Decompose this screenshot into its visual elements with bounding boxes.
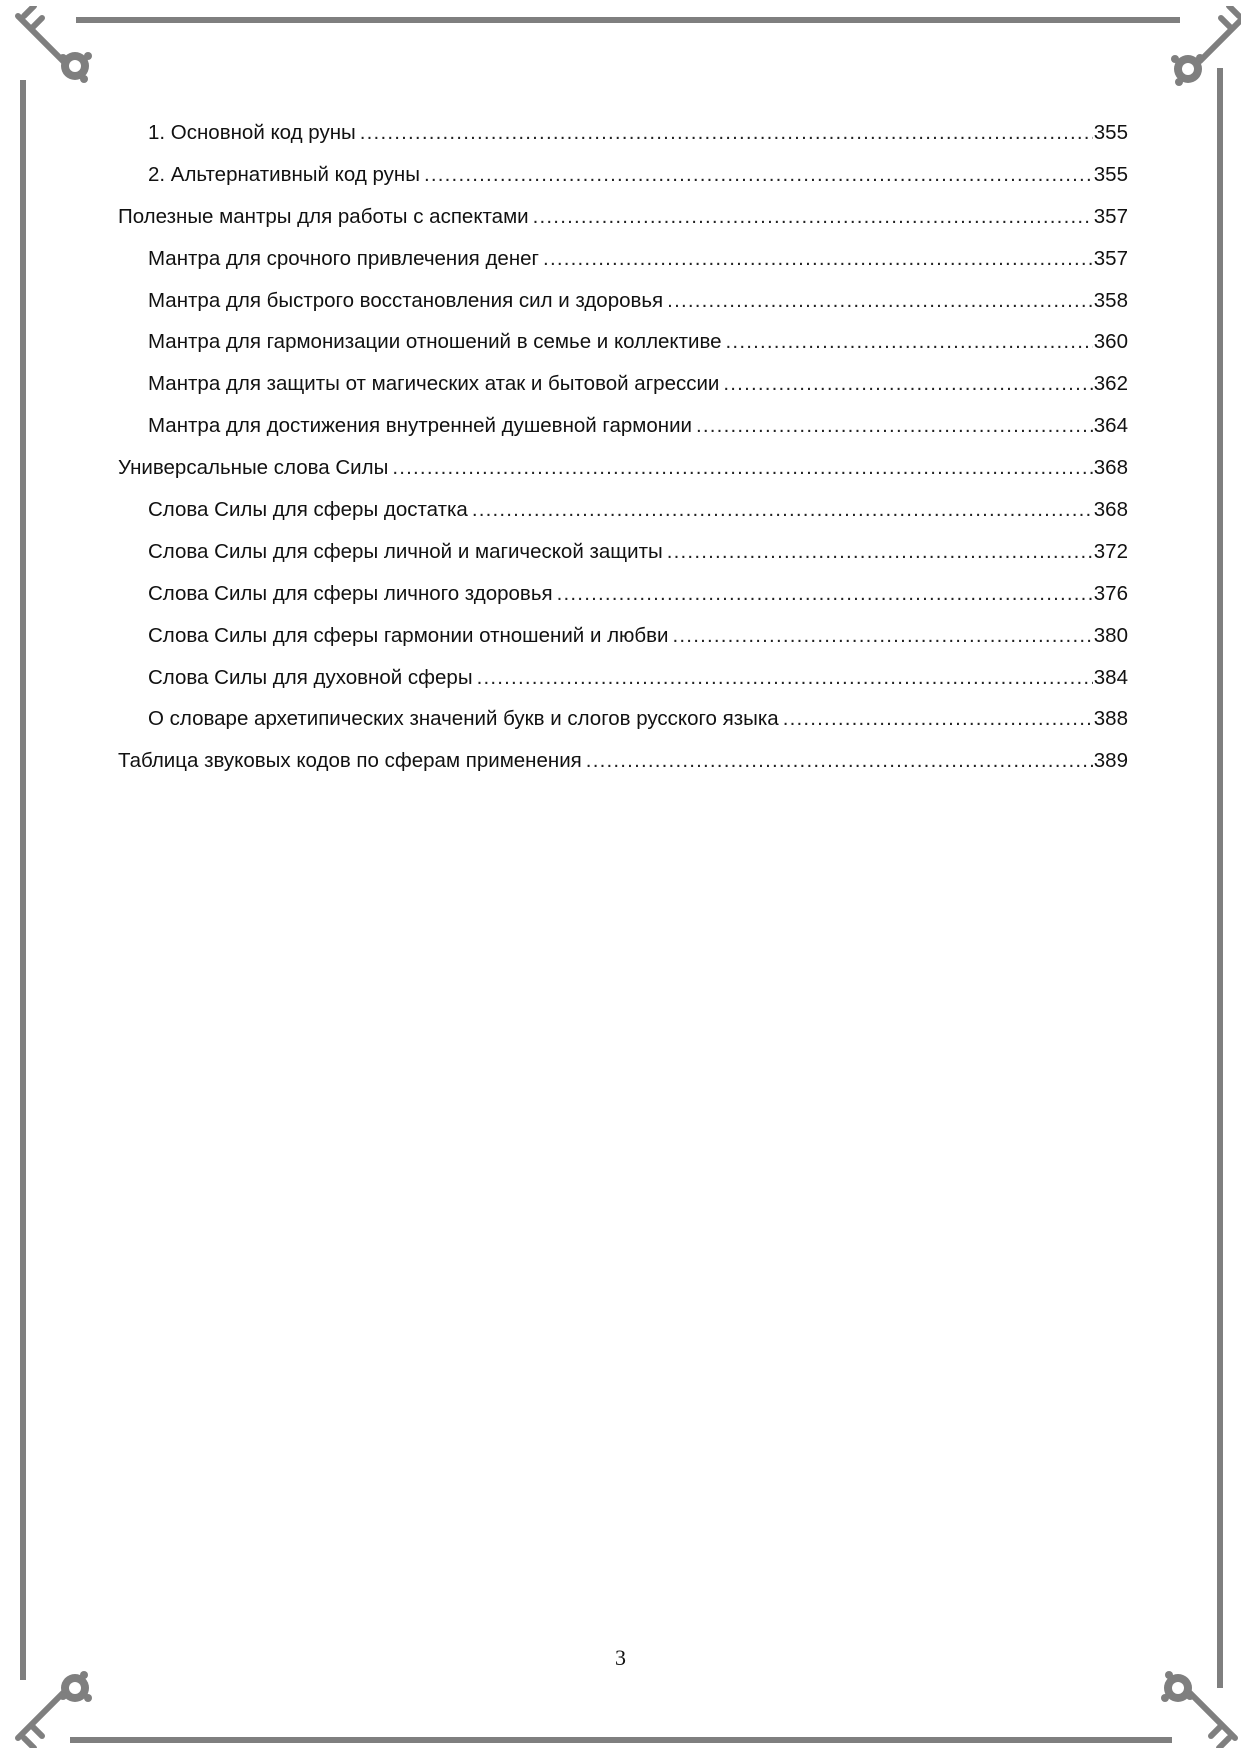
toc-entry-title: Слова Силы для духовной сферы (148, 665, 473, 689)
toc-entry[interactable] (118, 573, 1128, 615)
frame-top-line (76, 17, 1180, 23)
toc-entry[interactable] (118, 698, 1128, 740)
frame-left-line (20, 80, 26, 1680)
toc-leader-dots (726, 321, 1093, 363)
toc-entry-title: Слова Силы для сферы личного здоровья (148, 581, 553, 605)
toc-entry-page: 358 (1093, 288, 1128, 312)
toc-entry[interactable] (118, 321, 1128, 363)
toc-leader-dots (360, 112, 1093, 154)
toc-entry[interactable] (118, 112, 1128, 154)
toc-leader-dots (557, 573, 1093, 615)
toc-leader-dots (586, 740, 1093, 782)
toc-entry-title: Слова Силы для сферы личной и магической защиты (148, 539, 663, 563)
toc-leader-dots (667, 280, 1093, 322)
page-number: 3 (615, 1645, 626, 1670)
toc-entry-page: 355 (1093, 121, 1128, 144)
toc-entry-title: Универсальные слова Силы (118, 456, 389, 480)
toc-entry[interactable] (118, 489, 1128, 531)
toc-entry-title: Слова Силы для сферы достатка (148, 498, 468, 522)
toc-entry[interactable] (118, 196, 1128, 238)
key-top-right-icon (1145, 6, 1241, 116)
toc-entry-title: Полезные мантры для работы с аспектами (118, 204, 529, 228)
toc-entry-title: О словаре архетипических значений букв и слогов русского языка (148, 707, 779, 731)
toc-leader-dots (696, 405, 1093, 447)
toc-entry-title: Мантра для защиты от магических атак и бытовой агрессии (148, 372, 720, 396)
toc-entry-page: 368 (1093, 456, 1128, 480)
frame-bottom-line (70, 1737, 1172, 1743)
toc-entry-page: 364 (1093, 414, 1128, 438)
toc-entry[interactable] (118, 447, 1128, 489)
toc-entry[interactable] (118, 740, 1128, 782)
toc-leader-dots (783, 698, 1093, 740)
toc-leader-dots (543, 238, 1093, 280)
toc-entry-page: 360 (1093, 330, 1128, 354)
toc-entry-title: 2. Альтернативный код руны (148, 162, 420, 186)
toc-entry-page: 389 (1093, 749, 1128, 773)
toc-entry[interactable] (118, 238, 1128, 280)
toc-entry[interactable] (118, 657, 1128, 699)
toc-entry-page: 357 (1093, 204, 1128, 228)
toc-leader-dots (673, 615, 1093, 657)
key-top-left-icon (8, 6, 118, 116)
toc-leader-dots (477, 657, 1093, 699)
toc-entry-title: Мантра для гармонизации отношений в семье и коллективе (148, 330, 722, 354)
toc-entry-page: 372 (1093, 539, 1128, 563)
toc-entry-page: 384 (1093, 665, 1128, 689)
toc-leader-dots (533, 196, 1093, 238)
toc-entry-title: Мантра для срочного привлечения денег (148, 246, 540, 270)
toc-entry[interactable] (118, 363, 1128, 405)
toc-leader-dots (392, 447, 1092, 489)
toc-entry[interactable] (118, 280, 1128, 322)
toc-entry-page: 362 (1093, 372, 1128, 396)
toc-entry-page: 357 (1093, 246, 1128, 270)
toc-entry-title: Слова Силы для сферы гармонии отношений и любви (148, 623, 669, 647)
toc-entry-title: Мантра для быстрого восстановления сил и здоровья (148, 288, 664, 312)
toc-entry-title: Таблица звуковых кодов по сферам применения (118, 749, 582, 773)
toc-leader-dots (667, 531, 1093, 573)
toc-entry-page: 355 (1093, 162, 1128, 186)
toc-entry-page: 388 (1093, 707, 1128, 731)
table-of-contents (118, 112, 1128, 782)
toc-entry-page: 376 (1093, 581, 1128, 605)
toc-entry-title: Мантра для достижения внутренней душевной гармонии (148, 414, 692, 438)
toc-entry-title: 1. Основной код руны (148, 121, 356, 144)
toc-entry[interactable] (118, 405, 1128, 447)
toc-entry[interactable] (118, 615, 1128, 657)
toc-leader-dots (723, 363, 1092, 405)
frame-right-line (1217, 68, 1223, 1688)
toc-entry[interactable] (118, 154, 1128, 196)
toc-leader-dots (472, 489, 1093, 531)
toc-leader-dots (424, 154, 1093, 196)
toc-entry-page: 368 (1093, 498, 1128, 522)
toc-entry[interactable] (118, 531, 1128, 573)
toc-entry-page: 380 (1093, 623, 1128, 647)
